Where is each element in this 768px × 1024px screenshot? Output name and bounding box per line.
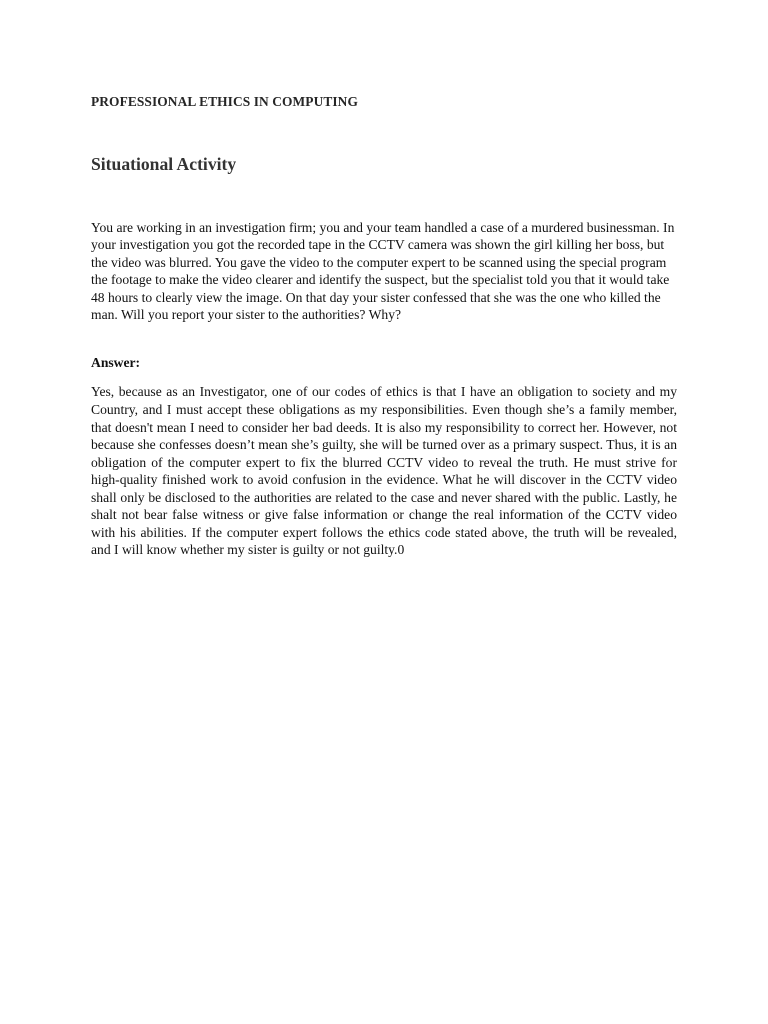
answer-label: Answer: [91,355,141,371]
section-heading: Situational Activity [91,154,237,174]
answer-paragraph: Yes, because as an Investigator, one of our codes of ethics is that I have an obligation to society and my Country, and I must accept these obligations as my responsibilities. Even though she’s a family member, that doesn't mean I need to consider her bad deeds. It is also my responsibility to correct her. However, not because she confesses doesn’t mean she’s guilty, she will be turned over as a primary suspect. Thus, it is an obligation of the computer expert to fix the blurred CCTV video to reveal the truth. He must strive for high-quality finished work to avoid confusion in the evidence. What he will discover in the CCTV video shall only be disclosed to the authorities are related to the case and never shared with the public. Lastly, he shalt not bear false witness or give false information or change the real information of the CCTV video with his abilities. If the computer expert follows the ethics code stated above, the truth will be revealed, and I will know whether my sister is guilty or not guilty.0 [91,384,677,558]
document-page [91,93,677,559]
question-paragraph: You are working in an investigation firm; you and your team handled a case of a murdered businessman. In your investigation you got the recorded tape in the CCTV camera was shown the girl killing her boss, but the video was blurred. You gave the video to the computer expert to be scanned using the special program the footage to make the video clearer and identify the suspect, but the specialist told you that it would take 48 hours to clearly view the image. On that day your sister confessed that she was the one who killed the man. Will you report your sister to the authorities? Why? [91,220,675,323]
document-title: PROFESSIONAL ETHICS IN COMPUTING [91,94,358,109]
